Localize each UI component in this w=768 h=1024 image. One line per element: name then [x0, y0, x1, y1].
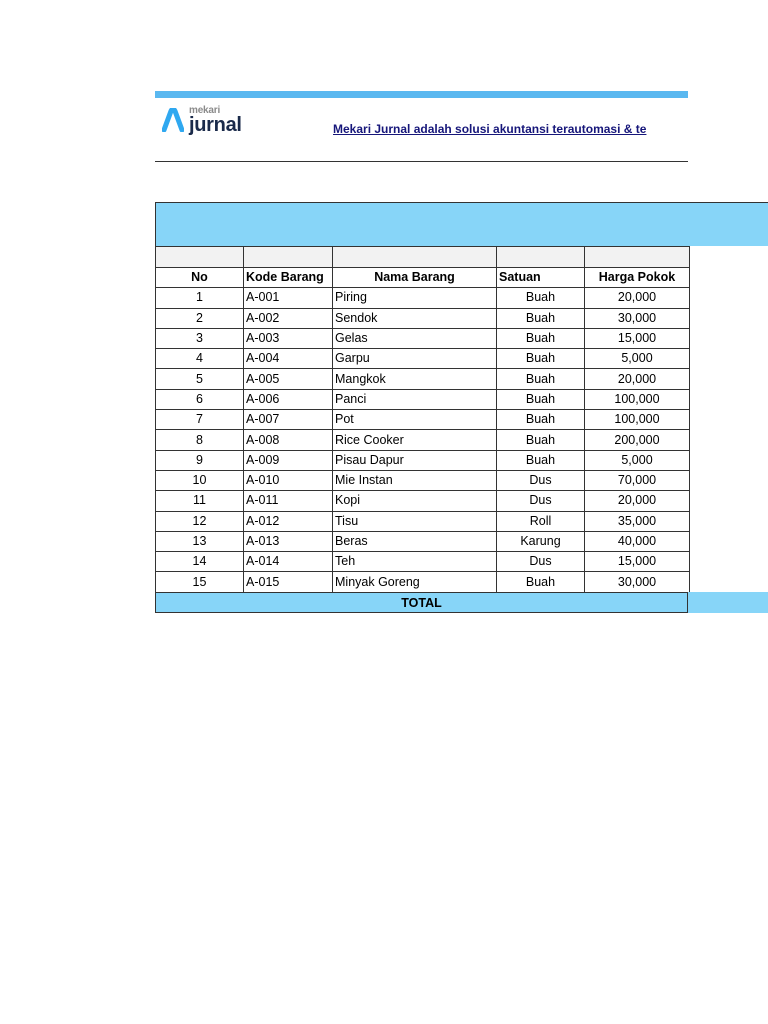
- cell-nama-barang: Garpu: [333, 349, 497, 369]
- table-row: [156, 410, 690, 430]
- cell-no: 12: [156, 511, 244, 531]
- cell-satuan: Buah: [497, 328, 585, 348]
- cell-satuan: Buah: [497, 410, 585, 430]
- cell-kode-barang: A-005: [244, 369, 333, 389]
- cell-no: 8: [156, 430, 244, 450]
- table-row: [156, 430, 690, 450]
- cell-kode-barang: A-009: [244, 450, 333, 470]
- blank-row: [156, 247, 690, 268]
- cell-nama-barang: Gelas: [333, 328, 497, 348]
- cell-no: 3: [156, 328, 244, 348]
- cell-satuan: Karung: [497, 531, 585, 551]
- cell-nama-barang: Teh: [333, 552, 497, 572]
- cell-no: 11: [156, 491, 244, 511]
- top-accent-bar: [155, 91, 688, 98]
- cell-satuan: Buah: [497, 369, 585, 389]
- cell-no: 13: [156, 531, 244, 551]
- cell-no: 7: [156, 410, 244, 430]
- cell-kode-barang: A-006: [244, 389, 333, 409]
- table-row: [156, 328, 690, 348]
- table-row: [156, 470, 690, 490]
- cell-kode-barang: A-004: [244, 349, 333, 369]
- cell-nama-barang: Panci: [333, 389, 497, 409]
- cell-harga-pokok: 15,000: [585, 552, 690, 572]
- cell-harga-pokok: 30,000: [585, 308, 690, 328]
- table-row: [156, 308, 690, 328]
- cell-kode-barang: A-012: [244, 511, 333, 531]
- table-header-row: [156, 268, 690, 288]
- cell-satuan: Dus: [497, 470, 585, 490]
- table-row: [156, 349, 690, 369]
- cell-harga-pokok: 5,000: [585, 450, 690, 470]
- mekari-a-logo-icon: [162, 108, 184, 137]
- cell-harga-pokok: 30,000: [585, 572, 690, 592]
- column-header-harga-pokok: Harga Pokok: [585, 268, 690, 288]
- header-divider: [155, 161, 688, 162]
- table-row: [156, 511, 690, 531]
- cell-harga-pokok: 20,000: [585, 369, 690, 389]
- cell-no: 5: [156, 369, 244, 389]
- cell-satuan: Buah: [497, 430, 585, 450]
- table-row: [156, 491, 690, 511]
- cell-no: 15: [156, 572, 244, 592]
- cell-no: 9: [156, 450, 244, 470]
- cell-harga-pokok: 35,000: [585, 511, 690, 531]
- cell-nama-barang: Pisau Dapur: [333, 450, 497, 470]
- cell-no: 2: [156, 308, 244, 328]
- cell-kode-barang: A-001: [244, 288, 333, 308]
- cell-no: 10: [156, 470, 244, 490]
- cell-harga-pokok: 40,000: [585, 531, 690, 551]
- table-row: [156, 369, 690, 389]
- cell-kode-barang: A-015: [244, 572, 333, 592]
- cell-satuan: Roll: [497, 511, 585, 531]
- cell-harga-pokok: 20,000: [585, 288, 690, 308]
- cell-satuan: Buah: [497, 389, 585, 409]
- table-row: [156, 572, 690, 592]
- column-header-kode-barang: Kode Barang: [244, 268, 333, 288]
- cell-no: 4: [156, 349, 244, 369]
- cell-harga-pokok: 20,000: [585, 491, 690, 511]
- column-header-no: No: [156, 268, 244, 288]
- cell-nama-barang: Rice Cooker: [333, 430, 497, 450]
- cell-satuan: Dus: [497, 491, 585, 511]
- cell-kode-barang: A-010: [244, 470, 333, 490]
- table-row: [156, 389, 690, 409]
- cell-harga-pokok: 100,000: [585, 410, 690, 430]
- cell-nama-barang: Piring: [333, 288, 497, 308]
- cell-no: 6: [156, 389, 244, 409]
- table-row: [156, 531, 690, 551]
- cell-satuan: Buah: [497, 450, 585, 470]
- cell-nama-barang: Tisu: [333, 511, 497, 531]
- table-row: [156, 450, 690, 470]
- cell-harga-pokok: 100,000: [585, 389, 690, 409]
- cell-nama-barang: Beras: [333, 531, 497, 551]
- cell-satuan: Dus: [497, 552, 585, 572]
- header-promo-link[interactable]: Mekari Jurnal adalah solusi akuntansi terautomasi & te: [333, 122, 647, 136]
- cell-harga-pokok: 70,000: [585, 470, 690, 490]
- cell-satuan: Buah: [497, 308, 585, 328]
- cell-harga-pokok: 15,000: [585, 328, 690, 348]
- logo-product-text: jurnal: [189, 114, 242, 136]
- table-row: [156, 288, 690, 308]
- cell-satuan: Buah: [497, 349, 585, 369]
- logo-brand-text: mekari: [189, 105, 221, 116]
- cell-nama-barang: Pot: [333, 410, 497, 430]
- cell-harga-pokok: 200,000: [585, 430, 690, 450]
- cell-no: 14: [156, 552, 244, 572]
- cell-kode-barang: A-011: [244, 491, 333, 511]
- column-header-satuan: Satuan: [497, 268, 585, 288]
- cell-kode-barang: A-007: [244, 410, 333, 430]
- cell-kode-barang: A-002: [244, 308, 333, 328]
- cell-no: 1: [156, 288, 244, 308]
- cell-nama-barang: Sendok: [333, 308, 497, 328]
- cell-nama-barang: Mie Instan: [333, 470, 497, 490]
- cell-nama-barang: Mangkok: [333, 369, 497, 389]
- cell-kode-barang: A-014: [244, 552, 333, 572]
- total-label: TOTAL: [155, 592, 688, 613]
- cell-satuan: Buah: [497, 572, 585, 592]
- jurnal-logo: [162, 104, 252, 140]
- items-table: [155, 246, 690, 593]
- cell-kode-barang: A-008: [244, 430, 333, 450]
- cell-harga-pokok: 5,000: [585, 349, 690, 369]
- column-header-nama-barang: Nama Barang: [333, 268, 497, 288]
- cell-kode-barang: A-013: [244, 531, 333, 551]
- cell-satuan: Buah: [497, 288, 585, 308]
- cell-nama-barang: Kopi: [333, 491, 497, 511]
- title-banner: [155, 202, 768, 246]
- cell-nama-barang: Minyak Goreng: [333, 572, 497, 592]
- cell-kode-barang: A-003: [244, 328, 333, 348]
- table-row: [156, 552, 690, 572]
